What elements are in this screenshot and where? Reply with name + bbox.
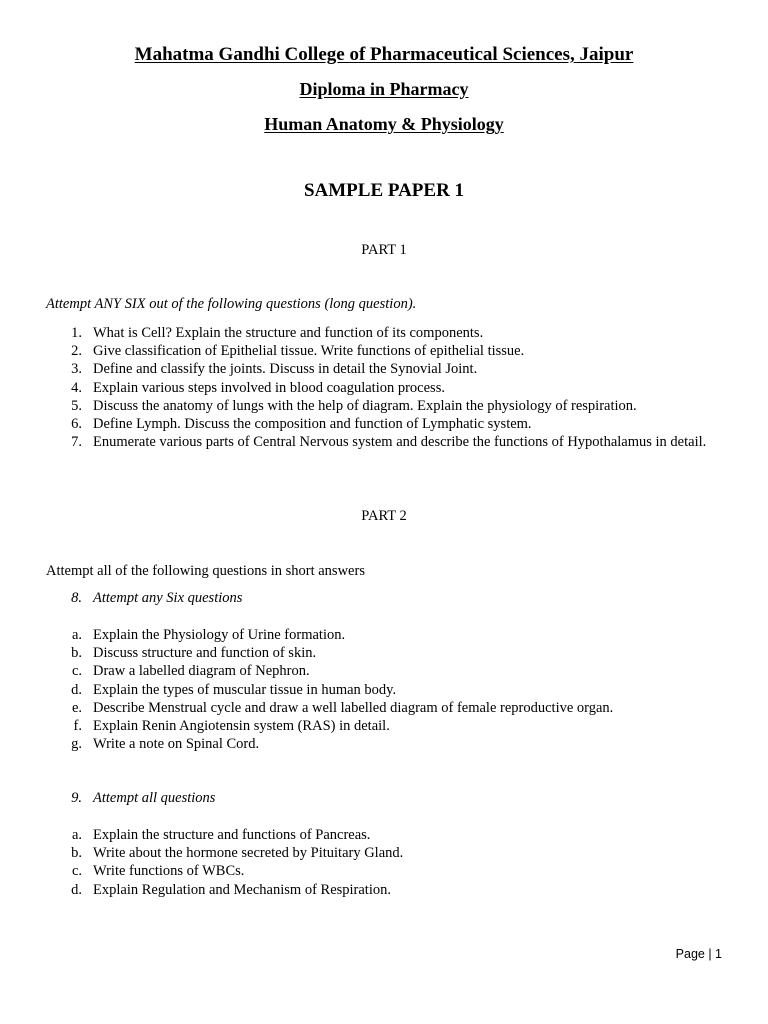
item-text: Explain the structure and functions of Pancreas.: [93, 827, 371, 843]
item-letter: d.: [71, 881, 82, 898]
item-letter: e.: [71, 699, 82, 716]
question-text: Define and classify the joints. Discuss in detail the Synovial Joint.: [93, 361, 478, 378]
list-item: [60, 379, 722, 397]
list-item: [60, 360, 722, 378]
list-item: [60, 644, 722, 662]
question-label: Attempt any Six questions: [93, 590, 243, 606]
part2-instruction: Attempt all of the following questions in short answers: [46, 563, 365, 579]
list-item: [60, 433, 722, 451]
item-text: Explain Renin Angiotensin system (RAS) in detail.: [93, 718, 390, 735]
list-item: [60, 397, 722, 415]
item-text: Write about the hormone secreted by Pituitary Gland.: [93, 845, 404, 862]
question-number: 2.: [71, 343, 82, 360]
item-text: Write functions of WBCs.: [93, 863, 245, 880]
part1-question-list: [60, 324, 722, 451]
list-item: [60, 717, 722, 735]
list-item: [60, 735, 722, 753]
list-item: [60, 881, 722, 899]
page-number: Page | 1: [675, 947, 722, 961]
item-letter: a.: [71, 827, 82, 843]
list-item: [60, 681, 722, 699]
item-text: Explain Regulation and Mechanism of Respiration.: [93, 881, 391, 898]
item-text: Write a note on Spinal Cord.: [93, 736, 260, 753]
question-8-heading: [60, 590, 242, 607]
question-text: Define Lymph. Discuss the composition and function of Lymphatic system.: [93, 416, 532, 433]
list-item: [60, 662, 722, 680]
course-name: Diploma in Pharmacy: [299, 79, 469, 99]
question-number: 4.: [71, 379, 82, 396]
item-letter: d.: [71, 681, 82, 698]
question-number: 5.: [71, 397, 82, 414]
list-item: [60, 862, 722, 880]
question-9-list: [60, 826, 722, 899]
item-text: Explain the types of muscular tissue in human body.: [93, 681, 397, 698]
list-item: [60, 699, 722, 717]
question-number: 7.: [71, 434, 82, 451]
item-letter: b.: [71, 845, 82, 862]
question-number: 9.: [71, 790, 82, 806]
question-text: Enumerate various parts of Central Nervous system and describe the functions of Hypothalamus in detail.: [93, 434, 707, 451]
question-number: 3.: [71, 361, 82, 378]
college-name: Mahatma Gandhi College of Pharmaceutical Sciences, Jaipur: [134, 44, 634, 65]
item-text: Discuss structure and function of skin.: [93, 645, 317, 662]
question-9-heading: [60, 790, 215, 807]
question-8-list: [60, 626, 722, 753]
item-letter: g.: [71, 736, 82, 753]
part1-instruction: Attempt ANY SIX out of the following questions (long question).: [46, 296, 417, 312]
question-number: 8.: [71, 590, 82, 606]
part2-heading: PART 2: [361, 508, 407, 524]
list-item: [60, 626, 722, 644]
subject-name: Human Anatomy & Physiology: [264, 114, 504, 134]
item-text: Explain the Physiology of Urine formation.: [93, 627, 346, 643]
item-letter: a.: [71, 627, 82, 643]
item-text: Describe Menstrual cycle and draw a well labelled diagram of female reproductive organ.: [93, 699, 614, 716]
question-number: 1.: [71, 325, 82, 341]
item-text: Draw a labelled diagram of Nephron.: [93, 663, 310, 680]
question-label: Attempt all questions: [93, 790, 216, 806]
question-text: What is Cell? Explain the structure and function of its components.: [93, 325, 484, 341]
item-letter: c.: [71, 863, 82, 880]
list-item: [60, 844, 722, 862]
paper-title: SAMPLE PAPER 1: [303, 180, 465, 201]
list-item: [60, 342, 722, 360]
list-item: [60, 826, 722, 844]
question-number: 6.: [71, 416, 82, 433]
question-text: Explain various steps involved in blood coagulation process.: [93, 379, 445, 396]
list-item: [60, 324, 722, 342]
item-letter: b.: [71, 645, 82, 662]
question-text: Discuss the anatomy of lungs with the help of diagram. Explain the physiology of respiration.: [93, 397, 637, 414]
item-letter: c.: [71, 663, 82, 680]
list-item: [60, 415, 722, 433]
item-letter: f.: [73, 718, 82, 735]
part1-heading: PART 1: [361, 242, 407, 258]
question-text: Give classification of Epithelial tissue. Write functions of epithelial tissue.: [93, 343, 525, 360]
